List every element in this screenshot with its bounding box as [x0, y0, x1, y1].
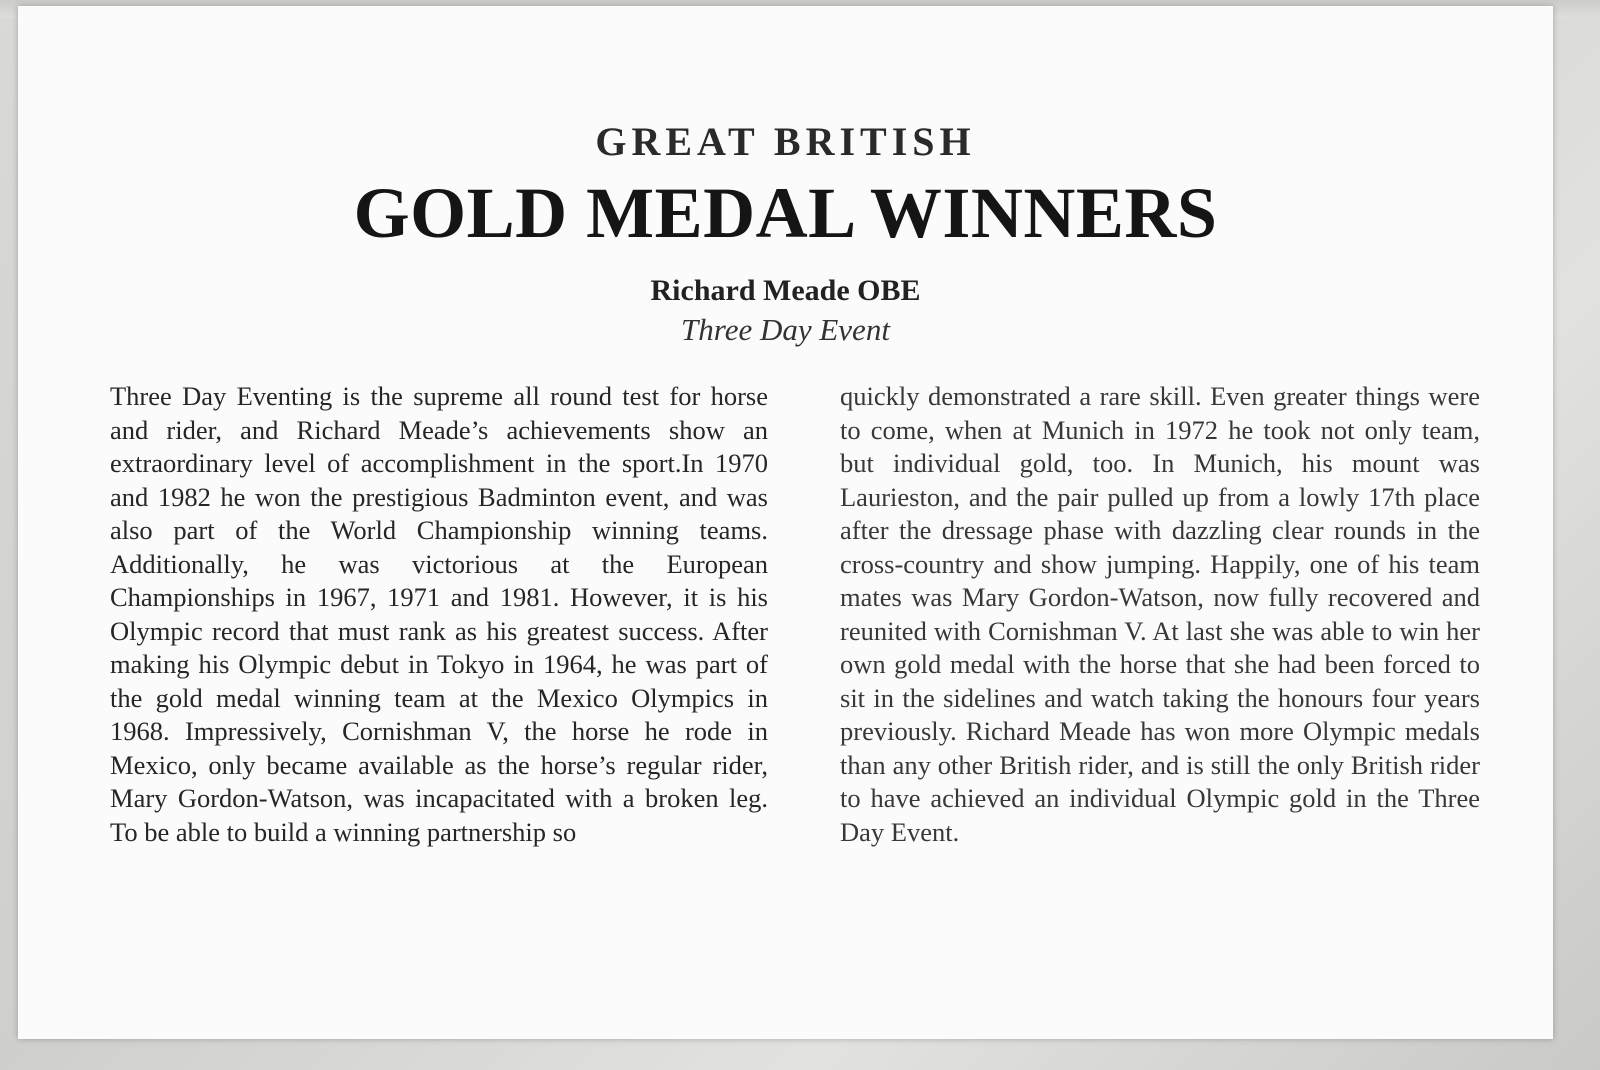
event-name: Three Day Event [681, 312, 890, 347]
medalist-name: Richard Meade OBE [650, 274, 921, 307]
card-kicker: GREAT BRITISH [595, 119, 976, 164]
card-title: GOLD MEDAL WINNERS [353, 173, 1218, 253]
text-column-left [110, 380, 768, 849]
column-right-text: quickly demonstrated a rare skill. Even greater things were to come, when at Munich in 1972 he took not only team, but individual gold, too. In Munich, his mount was Laurieston, and the pair pulled up from a lowly 17th place after the dressage phase with dazzling clear rounds in the cross-country and show jumping. Happily, one of his team mates was Mary Gordon-Watson, now fully recovered and reunited with Cornishman V. At last she was able to win her own gold medal with the horse that she had been forced to sit in the sidelines and watch taking the honours four years previously. Richard Meade has won more Olympic medals than any other British rider, and is still the only British rider to have achieved an individual Olympic gold in the Three Day Event. [840, 381, 1480, 847]
text-column-right [840, 380, 1480, 849]
info-card [18, 6, 1553, 1039]
column-left-text: Three Day Eventing is the supreme all round test for horse and rider, and Richard Meade’s achievements show an extraordinary level of accomplishment in the sport.In 1970 and 1982 he won the prestigious Badminton event, and was also part of the World Championship winning teams. Additionally, he was victorious at the European Championships in 1967, 1971 and 1981. However, it is his Olympic record that must rank as his greatest success. After making his Olympic debut in Tokyo in 1964, he was part of the gold medal winning team at the Mexico Olympics in 1968. Impressively, Cornishman V, the horse he rode in Mexico, only became available as the horse’s regular rider, Mary Gordon-Watson, was incapacitated with a broken leg. To be able to build a winning partnership so [110, 381, 768, 847]
